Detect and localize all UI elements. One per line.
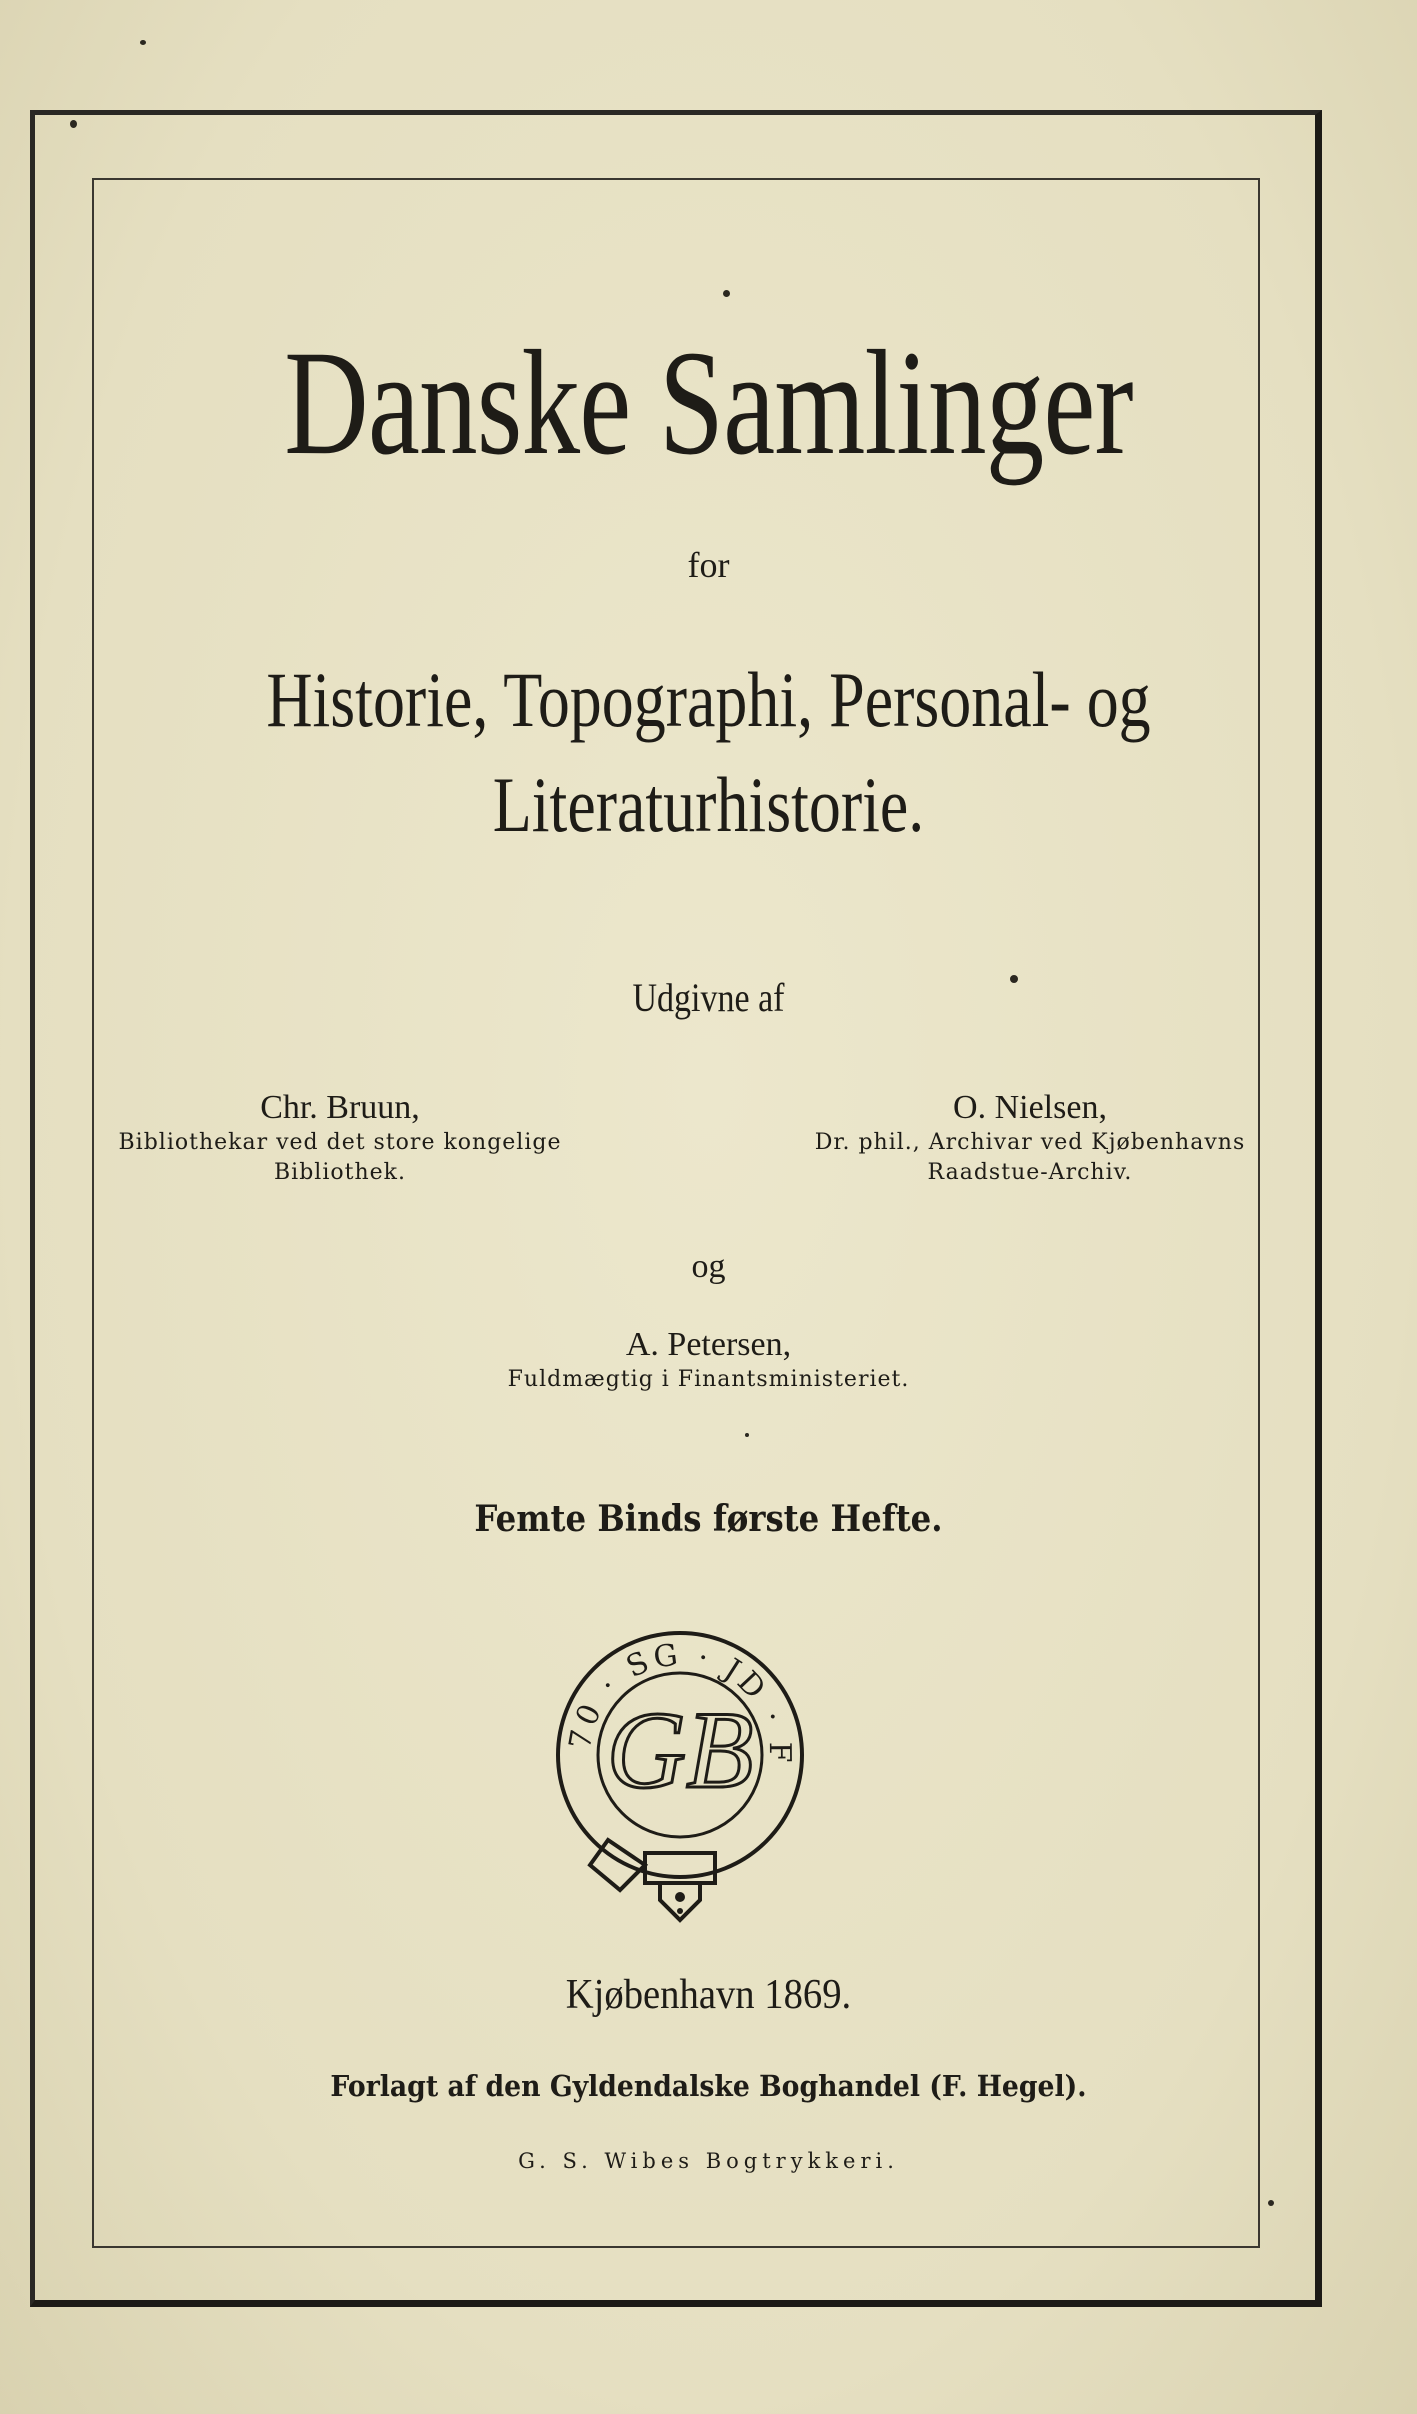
print-speck (1268, 2200, 1274, 2206)
volume-label: Femte Binds første Hefte. (474, 1498, 943, 1540)
print-speck (745, 1433, 749, 1437)
imprint-publisher: Forlagt af den Gyldendalske Boghandel (F. Hegel). (330, 2069, 1087, 2103)
print-speck (70, 120, 77, 128)
editor-nielsen (800, 1088, 1260, 1188)
imprint-printer: G. S. Wibes Bogtrykkeri. (518, 2149, 899, 2173)
subtitle-line-2: Literaturhistorie. (492, 761, 925, 848)
published-by-label: Udgivne af (632, 975, 785, 1020)
editor-petersen (0, 1325, 1417, 1395)
book-title: Danske Samlinger (284, 320, 1133, 486)
conjunction-og: og (691, 1248, 726, 1285)
editor-bruun (110, 1088, 570, 1188)
editor-name: A. Petersen, (625, 1326, 792, 1363)
editor-role: Bibliothek. (274, 1160, 406, 1185)
library-stamp-icon (550, 1615, 810, 1925)
editor-role: Dr. phil., Archivar ved Kjøbenhavns (814, 1130, 1246, 1155)
editor-name: O. Nielsen, (953, 1089, 1107, 1126)
inner-border-frame (92, 178, 1260, 2248)
print-speck (140, 40, 146, 45)
editor-role: Raadstue-Archiv. (927, 1160, 1133, 1185)
editor-role: Bibliothekar ved det store kongelige (118, 1130, 562, 1155)
editor-name: Chr. Bruun, (260, 1089, 420, 1126)
print-speck (723, 290, 730, 297)
subtitle-line-1: Historie, Topographi, Personal- og (266, 656, 1151, 743)
for-word: for (687, 545, 730, 585)
imprint-city-year: Kjøbenhavn 1869. (565, 1972, 852, 2018)
emblem-monogram: GB (606, 1689, 754, 1811)
editor-role: Fuldmægtig i Finantsministeriet. (507, 1367, 910, 1392)
emblem-motto: 70 · SG · JD · F (562, 1637, 798, 1767)
